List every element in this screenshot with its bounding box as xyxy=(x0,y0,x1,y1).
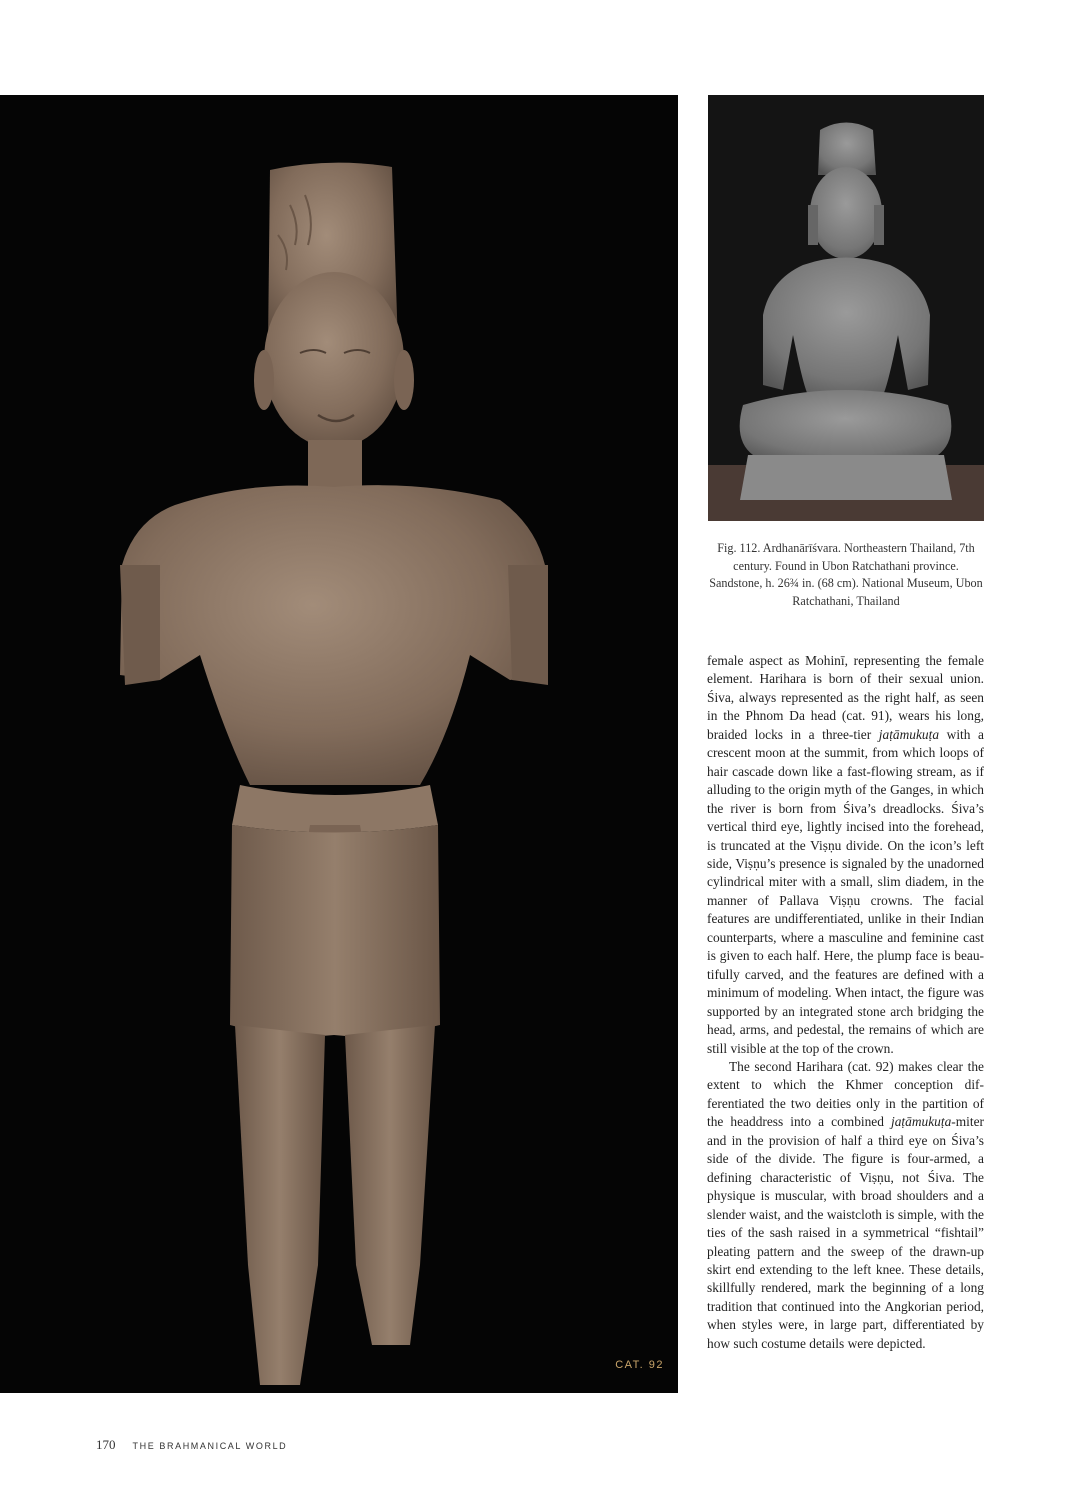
body-text-column xyxy=(707,652,984,1353)
page-number: 170 xyxy=(96,1437,116,1452)
body-paragraph-2 xyxy=(707,1058,984,1353)
italic-term: jaṭāmukuṭa xyxy=(891,1114,952,1130)
running-section-title: THE BRAHMANICAL WORLD xyxy=(132,1441,288,1451)
harihara-statue-image xyxy=(0,95,678,1393)
page-footer xyxy=(96,1437,287,1453)
figure-caption: Fig. 112. Ardhanārīśvara. Northeastern Thailand, 7th century. Found in Ubon Ratchathani province. Sandstone, h. 26¾ in. (68 cm). National Museum, Ubon Ratchathani, Thailand xyxy=(709,541,983,608)
body-text-run: with a crescent moon at the summit, from which loops of hair cascade down like a fast-flowing stream, as if alluding to the origin myth of the Ganges, in which the river is born from Śiva’s dreadlocks. Śiva’s vertical third eye, lightly incised into the forehead, is truncated at the Viṣṇu divide. On the icon’s left side, Viṣṇu’s presence is signaled by the unadorned cylindrical miter with a small, slim diadem, in the manner of Pallava Viṣṇu crowns. The facial features are undifferentiated, unlike in their Indian counterparts, where a masculine and feminine cast is given to each half. Here, the plump face is beautifully carved, and the features are defined with a minimum of modeling. When intact, the figure was supported by an integrated stone arch bridging the head, arms, and pedestal, the remains of which are still visible at the top of the crown. xyxy=(707,726,984,1056)
main-sculpture-photo xyxy=(0,95,678,1393)
catalogue-number-label: CAT. 92 xyxy=(615,1359,664,1371)
side-sculpture-photo xyxy=(708,95,984,521)
body-paragraph-1 xyxy=(707,652,984,1058)
italic-term: jaṭāmukuṭa xyxy=(878,726,940,742)
ardhanarishvara-statue-image xyxy=(708,95,984,521)
body-text-run: female aspect as Mohinī, representing the female element. Harihara is born of their sexual union. Śiva, always represented as the right half, as seen in the Phnom Da head (cat. 91), wears his long, braided locks in a three-tier xyxy=(707,653,984,742)
body-text-run: -miter and in the provision of half a third eye on Śiva’s side of the divide. The figure is four-armed, a defining characteristic of Viṣṇu, not Śiva. The physique is muscular, with broad shoulders and a slender waist, and the waistcloth is simple, with the ties of the sash raised in a symmetrical “fishtail” pleating pattern and the sweep of the drawn-up skirt end extending to the left knee. These details, skillfully rendered, mark the beginning of a long tradition that continued into the Angkorian period, when styles were, in large part, differentiated by how such costume details were depicted. xyxy=(707,1114,984,1351)
body-text-run: The second Harihara (cat. 92) makes clear the extent to which the Khmer conception differentiated the two deities only in the partition of the headdress into a combined xyxy=(707,1058,984,1130)
